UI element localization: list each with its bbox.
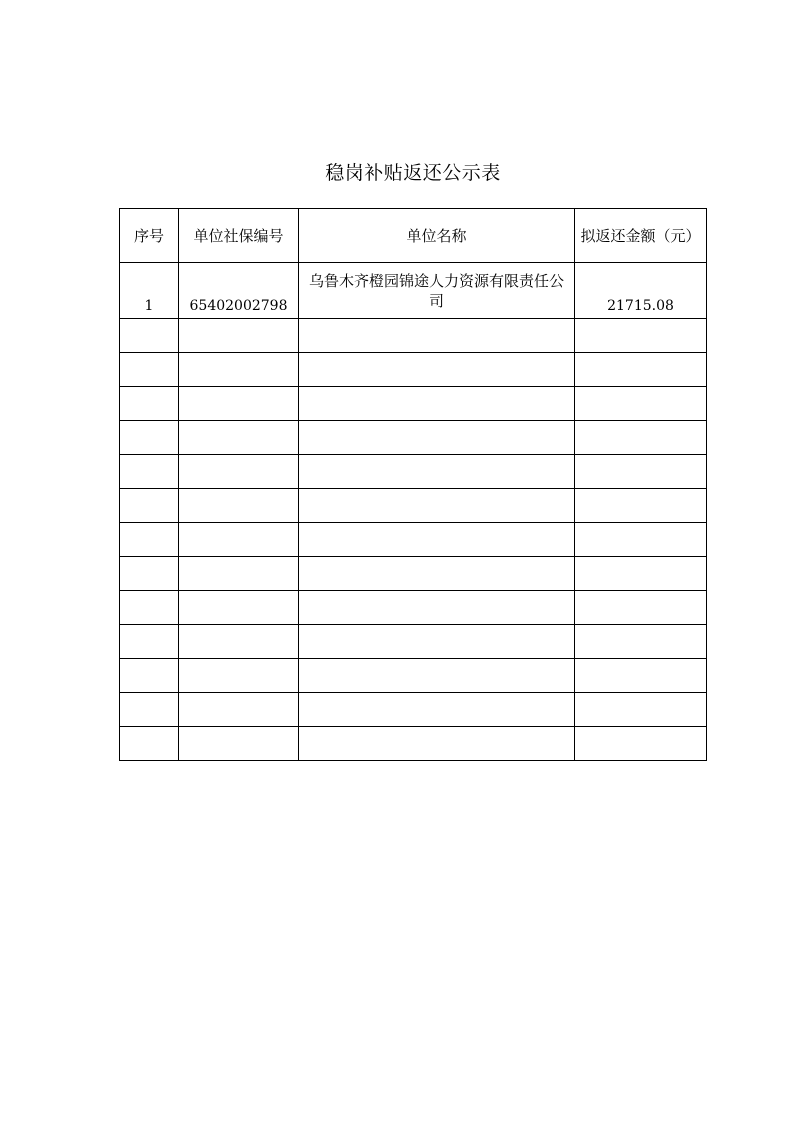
empty-cell (179, 421, 299, 455)
empty-cell (120, 353, 179, 387)
empty-cell (575, 523, 707, 557)
empty-cell (299, 319, 575, 353)
empty-cell (575, 625, 707, 659)
empty-cell (120, 693, 179, 727)
empty-cell (299, 557, 575, 591)
empty-cell (575, 693, 707, 727)
empty-cell (575, 659, 707, 693)
empty-cell (179, 659, 299, 693)
empty-cell (120, 489, 179, 523)
empty-cell (179, 727, 299, 761)
empty-cell (120, 455, 179, 489)
empty-cell (179, 557, 299, 591)
header-company-name: 单位名称 (299, 209, 575, 263)
table-row-empty (120, 727, 707, 761)
empty-cell (120, 659, 179, 693)
empty-cell (575, 353, 707, 387)
table-row-empty (120, 659, 707, 693)
table-row-empty (120, 591, 707, 625)
document-title: 稳岗补贴返还公示表 (325, 162, 501, 184)
table-row-empty (120, 557, 707, 591)
header-social-security-no: 单位社保编号 (179, 209, 299, 263)
cell-social-security-no: 65402002798 (179, 263, 299, 319)
empty-cell (299, 591, 575, 625)
header-index: 序号 (120, 209, 179, 263)
table-row-empty (120, 387, 707, 421)
empty-cell (120, 591, 179, 625)
empty-cell (299, 625, 575, 659)
empty-cell (179, 523, 299, 557)
cell-index: 1 (120, 263, 179, 319)
empty-cell (299, 387, 575, 421)
empty-cell (575, 557, 707, 591)
table-row-empty (120, 421, 707, 455)
empty-cell (299, 353, 575, 387)
table-header-row (120, 209, 707, 263)
table-row-empty (120, 319, 707, 353)
empty-cell (299, 727, 575, 761)
empty-cell (120, 319, 179, 353)
empty-cell (120, 727, 179, 761)
empty-cell (575, 319, 707, 353)
empty-cell (299, 523, 575, 557)
empty-cell (299, 421, 575, 455)
empty-cell (299, 455, 575, 489)
empty-cell (179, 625, 299, 659)
empty-cell (299, 489, 575, 523)
table-row-empty (120, 693, 707, 727)
empty-cell (120, 523, 179, 557)
table-row-empty (120, 455, 707, 489)
empty-cell (179, 455, 299, 489)
empty-cell (575, 387, 707, 421)
table-row-empty (120, 489, 707, 523)
table-row-empty (120, 625, 707, 659)
empty-cell (120, 387, 179, 421)
empty-cell (179, 591, 299, 625)
empty-cell (179, 693, 299, 727)
empty-cell (179, 387, 299, 421)
table-row (120, 263, 707, 319)
empty-cell (575, 455, 707, 489)
cell-company-name: 乌鲁木齐橙园锦途人力资源有限责任公司 (299, 263, 575, 319)
table-row-empty (120, 353, 707, 387)
empty-cell (575, 591, 707, 625)
empty-cell (299, 693, 575, 727)
empty-cell (575, 489, 707, 523)
cell-amount: 21715.08 (575, 263, 707, 319)
empty-cell (299, 659, 575, 693)
empty-cell (575, 727, 707, 761)
empty-cell (179, 319, 299, 353)
empty-cell (575, 421, 707, 455)
empty-cell (120, 625, 179, 659)
table-row-empty (120, 523, 707, 557)
empty-cell (179, 489, 299, 523)
empty-cell (120, 421, 179, 455)
empty-cell (179, 353, 299, 387)
header-amount: 拟返还金额（元） (575, 209, 707, 263)
subsidy-table (119, 208, 707, 761)
empty-cell (120, 557, 179, 591)
